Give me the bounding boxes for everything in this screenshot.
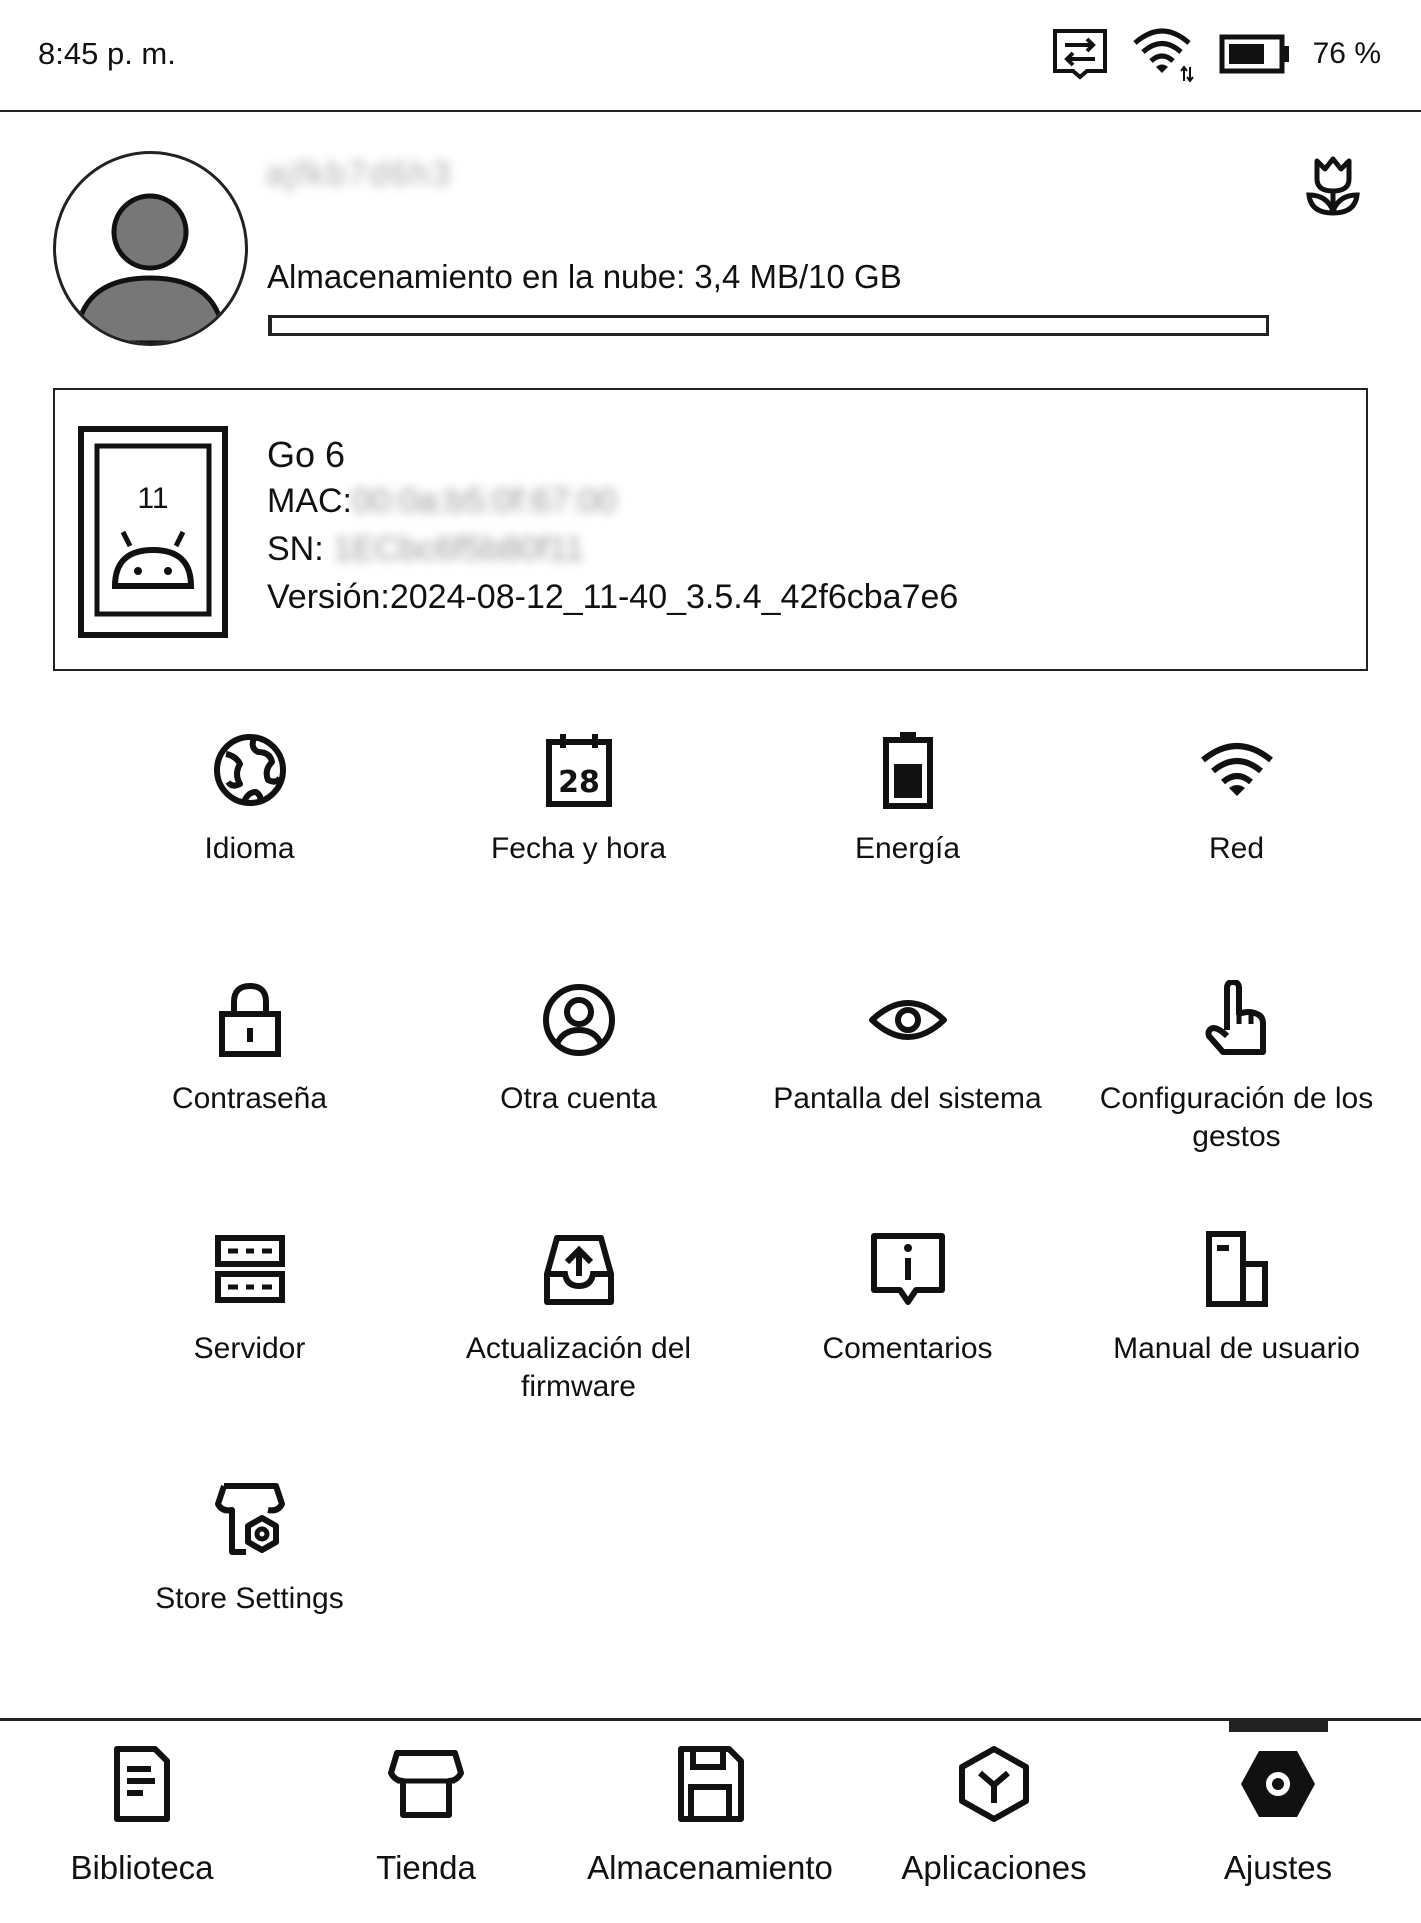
user-silhouette-icon (56, 154, 245, 343)
nav-label: Tienda (284, 1849, 568, 1887)
avatar[interactable] (53, 151, 248, 346)
setting-pantalla-sistema[interactable] (743, 980, 1072, 1118)
wifi-icon (1197, 730, 1277, 810)
ereader-device-icon (78, 426, 228, 638)
setting-otra-cuenta[interactable] (414, 980, 743, 1118)
setting-label: Servidor (85, 1330, 414, 1368)
setting-label: Contraseña (85, 1080, 414, 1118)
setting-label: Otra cuenta (414, 1080, 743, 1118)
nav-label: Biblioteca (0, 1849, 284, 1887)
setting-idioma[interactable] (85, 730, 414, 868)
tulip-icon[interactable] (1305, 155, 1361, 219)
setting-contrasena[interactable] (85, 980, 414, 1118)
nav-tienda[interactable] (284, 1721, 568, 1923)
setting-label: Fecha y hora (414, 830, 743, 868)
setting-gestos[interactable] (1072, 980, 1401, 1156)
battery-icon (1219, 34, 1291, 74)
setting-comentarios[interactable] (743, 1230, 1072, 1368)
nav-biblioteca[interactable] (0, 1721, 284, 1923)
cloud-storage-label: Almacenamiento en la nube: 3,4 MB/10 GB (267, 258, 902, 296)
status-bar (0, 0, 1421, 112)
device-version: Versión:2024-08-12_11-40_3.5.4_42f6cba7e6 (267, 578, 958, 617)
setting-label: Store Settings (85, 1580, 414, 1618)
setting-manual[interactable] (1072, 1230, 1401, 1368)
bottom-nav (0, 1718, 1421, 1923)
mac-value: 00:0a:b5:0f:67:00 (352, 482, 617, 520)
status-icons (1051, 24, 1381, 84)
setting-label: Red (1072, 830, 1401, 868)
feedback-icon (868, 1230, 948, 1310)
calendar-icon (539, 730, 619, 810)
sn-value: 1ECbc6f5b80f11 (333, 530, 584, 568)
setting-label: Manual de usuario (1072, 1330, 1401, 1368)
transfer-icon[interactable] (1051, 27, 1109, 81)
setting-label: Actualización del firmware (414, 1330, 743, 1406)
battery-icon (868, 730, 948, 810)
sn-label: SN: (267, 530, 324, 568)
setting-label: Configuración de los gestos (1072, 1080, 1401, 1156)
hand-pointer-icon (1197, 980, 1277, 1060)
device-screen-number: 11 (137, 482, 168, 515)
store-icon (387, 1745, 465, 1823)
cloud-storage-bar (268, 315, 1269, 336)
lock-icon (210, 980, 290, 1060)
status-time: 8:45 p. m. (38, 36, 176, 72)
nav-label: Almacenamiento (568, 1849, 852, 1887)
setting-label: Idioma (85, 830, 414, 868)
username: ajfkb7d6h3 (266, 155, 452, 194)
setting-servidor[interactable] (85, 1230, 414, 1368)
nav-ajustes[interactable] (1136, 1721, 1420, 1923)
setting-label: Energía (743, 830, 1072, 868)
settings-hex-icon (1239, 1745, 1317, 1823)
wifi-icon[interactable] (1131, 25, 1197, 83)
manual-icon (1197, 1230, 1277, 1310)
calendar-day: 28 (558, 765, 600, 800)
globe-icon (210, 730, 290, 810)
device-sn (267, 530, 584, 569)
settings-grid (85, 730, 1355, 1690)
nav-almacenamiento[interactable] (568, 1721, 852, 1923)
setting-fecha-hora[interactable] (414, 730, 743, 868)
setting-energia[interactable] (743, 730, 1072, 868)
device-info-card[interactable] (53, 388, 1368, 671)
eye-icon (868, 980, 948, 1060)
upload-tray-icon (539, 1230, 619, 1310)
user-circle-icon (539, 980, 619, 1060)
nav-label: Ajustes (1136, 1849, 1420, 1887)
setting-red[interactable] (1072, 730, 1401, 868)
apps-icon (955, 1745, 1033, 1823)
nav-aplicaciones[interactable] (852, 1721, 1136, 1923)
mac-label: MAC: (267, 482, 352, 520)
floppy-icon (671, 1745, 749, 1823)
setting-firmware[interactable] (414, 1230, 743, 1406)
nav-label: Aplicaciones (852, 1849, 1136, 1887)
battery-percent: 76 % (1313, 37, 1381, 71)
store-settings-icon (210, 1480, 290, 1560)
setting-label: Comentarios (743, 1330, 1072, 1368)
device-name: Go 6 (267, 434, 345, 476)
setting-label: Pantalla del sistema (743, 1080, 1072, 1118)
server-icon (210, 1230, 290, 1310)
device-mac (267, 482, 617, 521)
library-icon (103, 1745, 181, 1823)
setting-store-settings[interactable] (85, 1480, 414, 1618)
